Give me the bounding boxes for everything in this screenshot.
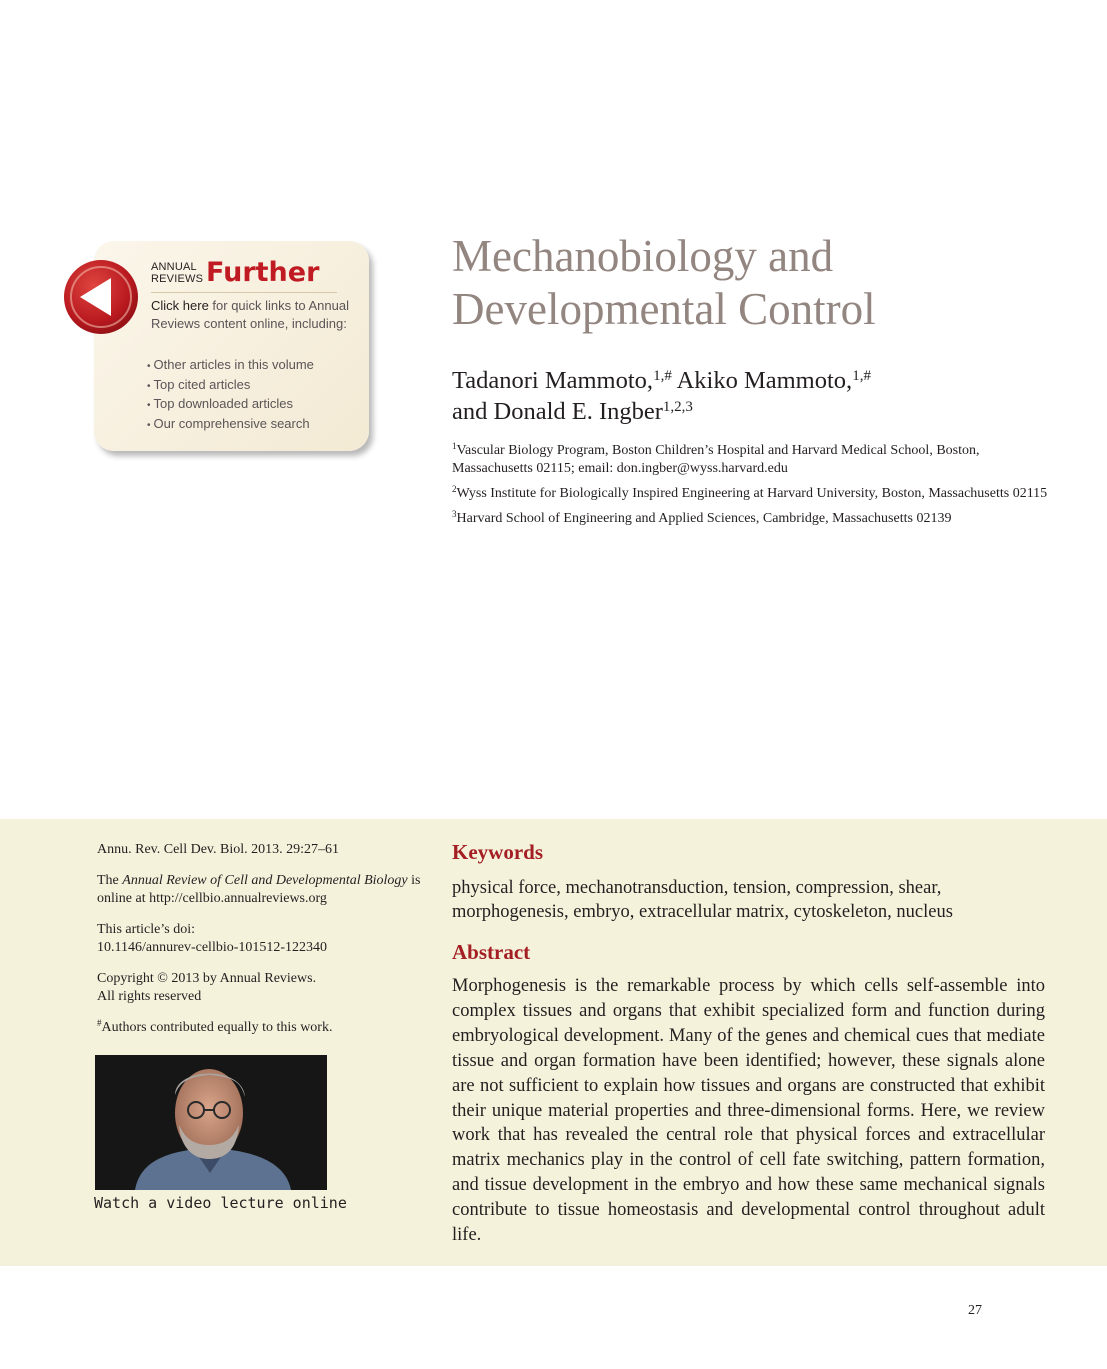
doi-block	[97, 921, 427, 958]
affiliation	[452, 485, 1052, 503]
affiliation	[452, 442, 1052, 478]
author-name: Akiko Mammoto,	[676, 367, 853, 394]
affiliations	[452, 442, 1052, 535]
doi-label: This article’s doi:	[97, 921, 195, 937]
further-title: Further	[206, 257, 320, 288]
journal-suffix: is online at http://cellbio.annualreviews.org	[97, 872, 421, 906]
affiliation-text: Vascular Biology Program, Boston Children’s Hospital and Harvard Medical School, Boston, Massachusetts 02115; email: don.ingber@wyss.harvard.edu	[452, 443, 980, 476]
author-sup: 1,2,3	[662, 399, 693, 415]
equal-contribution	[97, 1019, 427, 1038]
keywords-text: physical force, mechanotransduction, tension, compression, shear, morphogenesis, embryo, extracellular matrix, cytoskeleton, nucleus	[452, 878, 953, 922]
affiliation-text: Wyss Institute for Biologically Inspired Engineering at Harvard University, Boston, Massachusetts 02115	[456, 486, 1048, 501]
journal-prefix: The	[97, 872, 123, 888]
author-name: and Donald E. Ingber	[452, 398, 663, 425]
keywords-heading: Keywords	[452, 840, 543, 864]
further-divider	[151, 292, 337, 293]
equal-text: Authors contributed equally to this work.	[101, 1019, 333, 1035]
title-line-2: Developmental Control	[452, 284, 876, 334]
link-top-cited[interactable]: • Top cited articles	[147, 376, 314, 396]
video-lecture-link[interactable]: Watch a video lecture online	[94, 1194, 347, 1212]
journal-name: Annual Review of Cell and Developmental Biology	[122, 872, 408, 888]
brand-bottom: REVIEWS	[151, 273, 204, 285]
link-other-articles[interactable]: • Other articles in this volume	[147, 356, 314, 376]
speaker-photo	[95, 1055, 327, 1190]
brand-top: ANNUAL	[151, 261, 197, 273]
annual-reviews-logo	[151, 261, 207, 285]
author-sup: 1,#	[653, 368, 672, 384]
copyright	[97, 970, 427, 1007]
affiliation-sup: 2	[452, 484, 457, 494]
further-intro-rest: for quick links to Annual Reviews content online, including:	[151, 298, 349, 331]
title-line-1: Mechanobiology and	[452, 231, 834, 281]
article-title	[452, 230, 1072, 336]
author-list	[452, 365, 1052, 427]
affiliation-sup: 3	[452, 509, 457, 519]
author-sup: 1,#	[852, 368, 871, 384]
article-meta	[97, 841, 427, 1049]
copyright-line-1: Copyright © 2013 by Annual Reviews.	[97, 970, 317, 986]
citation: Annu. Rev. Cell Dev. Biol. 2013. 29:27–61	[97, 842, 340, 857]
equal-sup: #	[97, 1017, 102, 1028]
red-back-arrow-icon[interactable]	[62, 258, 140, 336]
author-name: Tadanori Mammoto,	[452, 367, 654, 394]
abstract-heading: Abstract	[452, 940, 531, 964]
further-intro	[151, 297, 351, 332]
journal-online	[97, 872, 427, 909]
affiliation	[452, 510, 1052, 528]
abstract-text: Morphogenesis is the remarkable process by which cells self-assemble into complex tissues and organs that exhibit specialized form and function during embryological development. Many of the genes and chemical cues that mediate tissue and organ formation have been identified; however, these signals alone are not sufficient to explain how tissues and organs are constructed that exhibit their unique material properties and three-dimensional forms. Here, we review work that has revealed the central role that physical forces and extracellular matrix mechanics play in the control of cell fate switching, pattern formation, and tissue development in the embryo and how these same mechanical signals contribute to tissue homeostasis and developmental control throughout adult life.	[452, 976, 1045, 1246]
click-here-link[interactable]: Click here	[151, 298, 209, 313]
doi[interactable]: 10.1146/annurev-cellbio-101512-122340	[97, 940, 328, 955]
link-top-downloaded[interactable]: • Top downloaded articles	[147, 395, 314, 415]
copyright-line-2: All rights reserved	[97, 989, 202, 1004]
affiliation-sup: 1	[452, 441, 457, 451]
further-links	[147, 356, 314, 434]
link-comprehensive-search[interactable]: • Our comprehensive search	[147, 415, 314, 435]
affiliation-text: Harvard School of Engineering and Applied Sciences, Cambridge, Massachusetts 02139	[456, 511, 952, 526]
video-thumbnail[interactable]	[95, 1055, 327, 1190]
page-number: 27	[968, 1303, 982, 1318]
